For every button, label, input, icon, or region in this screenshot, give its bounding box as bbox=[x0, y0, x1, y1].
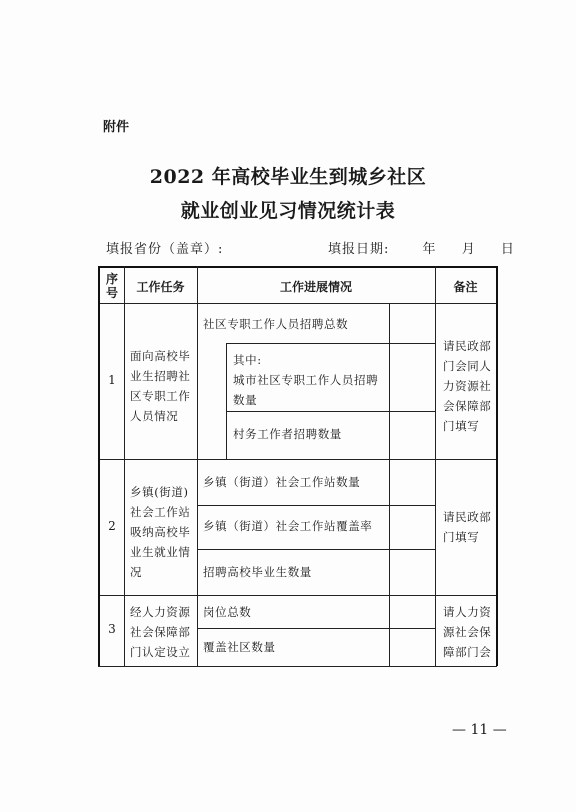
title-line-1: 2022 年高校毕业生到城乡社区 bbox=[149, 166, 427, 188]
row1-note-line: 门填写 bbox=[443, 419, 480, 433]
header-index-line-2: 号 bbox=[105, 286, 118, 300]
date-label: 填报日期: bbox=[328, 242, 390, 257]
row1-item-2-line: 城市社区专职工作人员招聘 bbox=[233, 373, 379, 387]
row3-index: 3 bbox=[108, 622, 116, 636]
table-border-top bbox=[98, 266, 497, 268]
row1-note-line: 力资源社 bbox=[443, 379, 492, 393]
row2-note-line: 请民政部 bbox=[443, 510, 492, 524]
row1-item-2-line: 数量 bbox=[233, 393, 258, 407]
row3-note bbox=[443, 602, 491, 662]
row2-note-line: 门填写 bbox=[443, 530, 480, 544]
row1-item-2-line: 其中: bbox=[233, 353, 262, 367]
row1-note-line: 门会同人 bbox=[443, 359, 492, 373]
row1-note-line: 请民政部 bbox=[443, 339, 492, 353]
row2-task-line: 社会工作站 bbox=[130, 505, 191, 519]
row1-task-line: 业生招聘社 bbox=[130, 369, 191, 383]
row-divider-1 bbox=[98, 459, 497, 460]
row1-task-line: 人员情况 bbox=[130, 409, 179, 423]
row1-note bbox=[443, 336, 491, 436]
row3-task-line: 社会保障部 bbox=[130, 625, 191, 639]
row3-task-line: 门认定设立 bbox=[130, 645, 191, 659]
header-note: 备注 bbox=[453, 280, 478, 294]
year-label: 年 bbox=[422, 242, 437, 257]
table-border-bottom bbox=[98, 666, 497, 667]
row1-note-line: 会保障部 bbox=[443, 399, 492, 413]
row-divider-2 bbox=[98, 595, 497, 596]
row2-task bbox=[130, 482, 191, 582]
row3-task-line: 经人力资源 bbox=[130, 605, 191, 619]
col-divider-progress bbox=[435, 266, 436, 666]
row1-item-divider-1 bbox=[226, 343, 435, 344]
row3-note-line: 障部门会 bbox=[443, 645, 492, 659]
row3-note-line: 请人力资 bbox=[443, 605, 492, 619]
row2-task-line: 乡镇(街道) bbox=[130, 485, 189, 499]
header-task: 工作任务 bbox=[136, 280, 185, 294]
month-label: 月 bbox=[461, 242, 476, 257]
attachment-label: 附件 bbox=[103, 120, 130, 135]
col-divider-value bbox=[389, 303, 390, 666]
row1-item-divider-2 bbox=[226, 411, 435, 412]
header-index-line-1: 序 bbox=[105, 272, 118, 286]
col-divider-indent bbox=[226, 343, 227, 459]
row2-item-divider-2 bbox=[197, 549, 435, 550]
row2-task-line: 吸纳高校毕 bbox=[130, 525, 191, 539]
row3-note-line: 源社会保 bbox=[443, 625, 492, 639]
row1-item-1: 社区专职工作人员招聘总数 bbox=[203, 317, 349, 331]
table-border-left bbox=[98, 266, 100, 666]
row1-index: 1 bbox=[108, 373, 116, 387]
day-label: 日 bbox=[500, 242, 515, 257]
header-progress: 工作进展情况 bbox=[279, 280, 352, 294]
row1-task-line: 面向高校毕 bbox=[130, 349, 191, 363]
row2-item-divider-1 bbox=[197, 505, 435, 506]
row3-item-2: 覆盖社区数量 bbox=[203, 640, 276, 654]
row3-task bbox=[130, 602, 191, 662]
row2-index: 2 bbox=[108, 519, 116, 533]
col-divider-task bbox=[197, 266, 198, 666]
page-number: — 11 — bbox=[452, 722, 507, 738]
province-label: 填报省份（盖章）: bbox=[106, 242, 224, 257]
table-border-right bbox=[496, 266, 498, 666]
row2-item-1: 乡镇（街道）社会工作站数量 bbox=[203, 475, 361, 489]
row3-item-divider-1 bbox=[197, 628, 435, 629]
row2-item-3: 招聘高校毕业生数量 bbox=[203, 565, 312, 579]
row1-item-3: 村务工作者招聘数量 bbox=[233, 427, 342, 441]
row1-task-line: 区专职工作 bbox=[130, 389, 191, 403]
header-index bbox=[100, 272, 124, 300]
table-header-bottom bbox=[98, 303, 497, 304]
row3-item-1: 岗位总数 bbox=[203, 605, 252, 619]
row2-task-line: 况 bbox=[130, 565, 143, 579]
col-divider-index bbox=[124, 266, 125, 666]
row1-task bbox=[130, 346, 191, 426]
row1-item-2 bbox=[233, 350, 378, 410]
row2-item-2: 乡镇（街道）社会工作站覆盖率 bbox=[203, 519, 373, 533]
row2-note bbox=[443, 507, 491, 547]
row2-task-line: 业生就业情 bbox=[130, 545, 191, 559]
title-line-2: 就业创业见习情况统计表 bbox=[180, 200, 396, 222]
date-field bbox=[328, 238, 515, 257]
